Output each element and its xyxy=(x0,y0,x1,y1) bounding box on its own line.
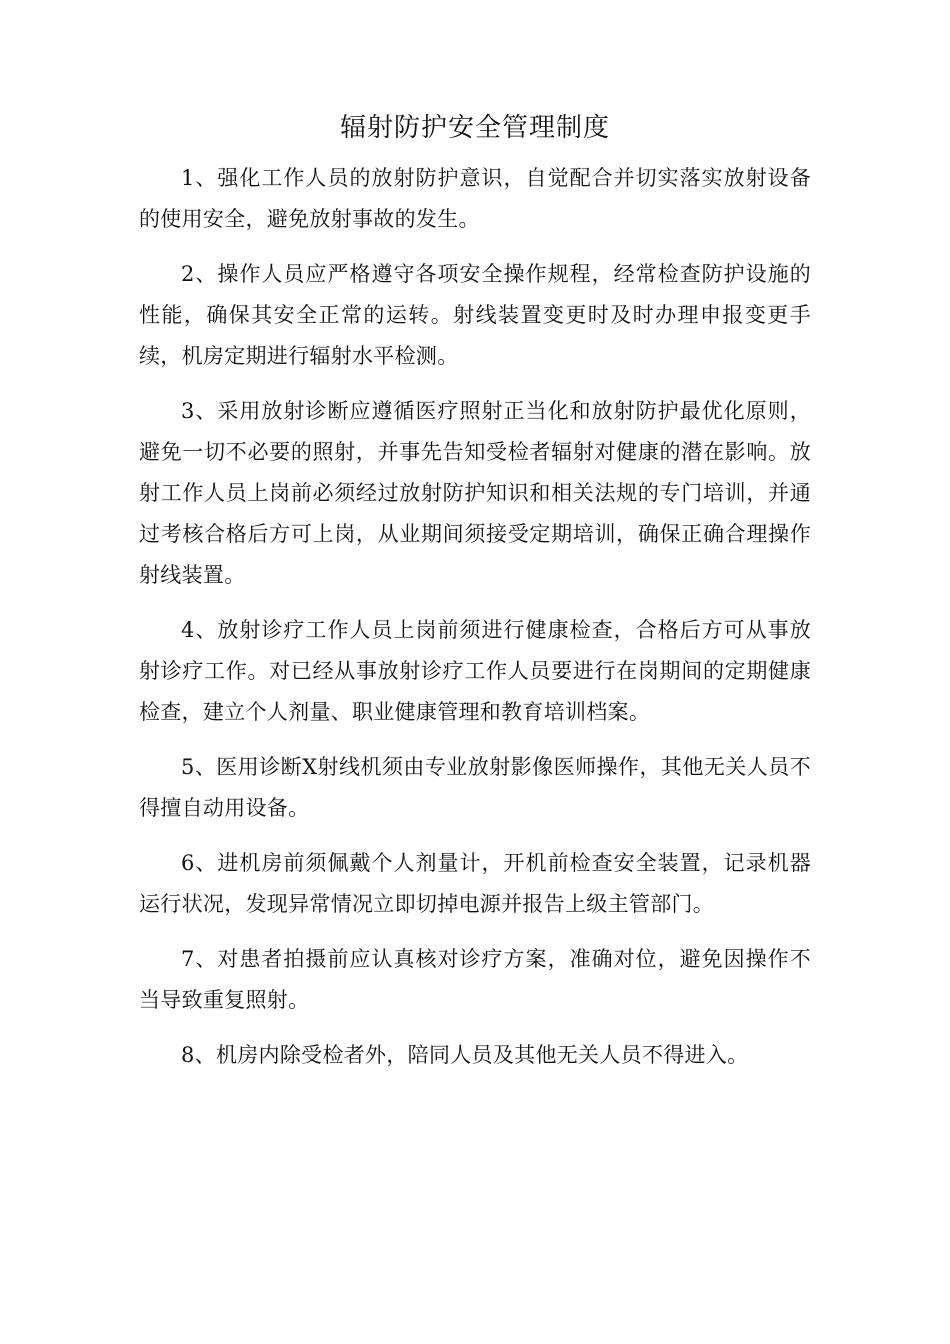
rule-paragraph-4: 4、放射诊疗工作人员上岗前须进行健康检查，合格后方可从事放射诊疗工作。对已经从事放射诊疗工作人员要进行在岗期间的定期健康检查，建立个人剂量、职业健康管理和教育培训档案。 xyxy=(139,618,811,724)
rule-paragraph-7: 7、对患者拍摄前应认真核对诊疗方案，准确对位，避免因操作不当导致重复照射。 xyxy=(139,947,811,1012)
document-body xyxy=(139,158,811,1090)
rule-paragraph-1: 1、强化工作人员的放射防护意识，自觉配合并切实落实放射设备的使用安全，避免放射事故的发生。 xyxy=(139,166,811,231)
document-title: 辐射防护安全管理制度 xyxy=(339,113,610,143)
rule-paragraph-2: 2、操作人员应严格遵守各项安全操作规程，经常检查防护设施的性能，确保其安全正常的运转。射线装置变更时及时办理申报变更手续，机房定期进行辐射水平检测。 xyxy=(139,262,811,368)
rule-paragraph-5: 5、医用诊断X射线机须由专业放射影像医师操作，其他无关人员不得擅自动用设备。 xyxy=(139,755,811,820)
rule-paragraph-6: 6、进机房前须佩戴个人剂量计，开机前检查安全装置，记录机器运行状况，发现异常情况立即切掉电源并报告上级主管部门。 xyxy=(139,851,811,916)
rule-paragraph-8: 8、机房内除受检者外，陪同人员及其他无关人员不得进入。 xyxy=(181,1043,749,1067)
rule-paragraph-3: 3、采用放射诊断应遵循医疗照射正当化和放射防护最优化原则，避免一切不必要的照射，并事先告知受检者辐射对健康的潜在影响。放射工作人员上岗前必须经过放射防护知识和相关法规的专门培训，并通过考核合格后方可上岗，从业期间须接受定期培训，确保正确合理操作射线装置。 xyxy=(139,399,811,587)
